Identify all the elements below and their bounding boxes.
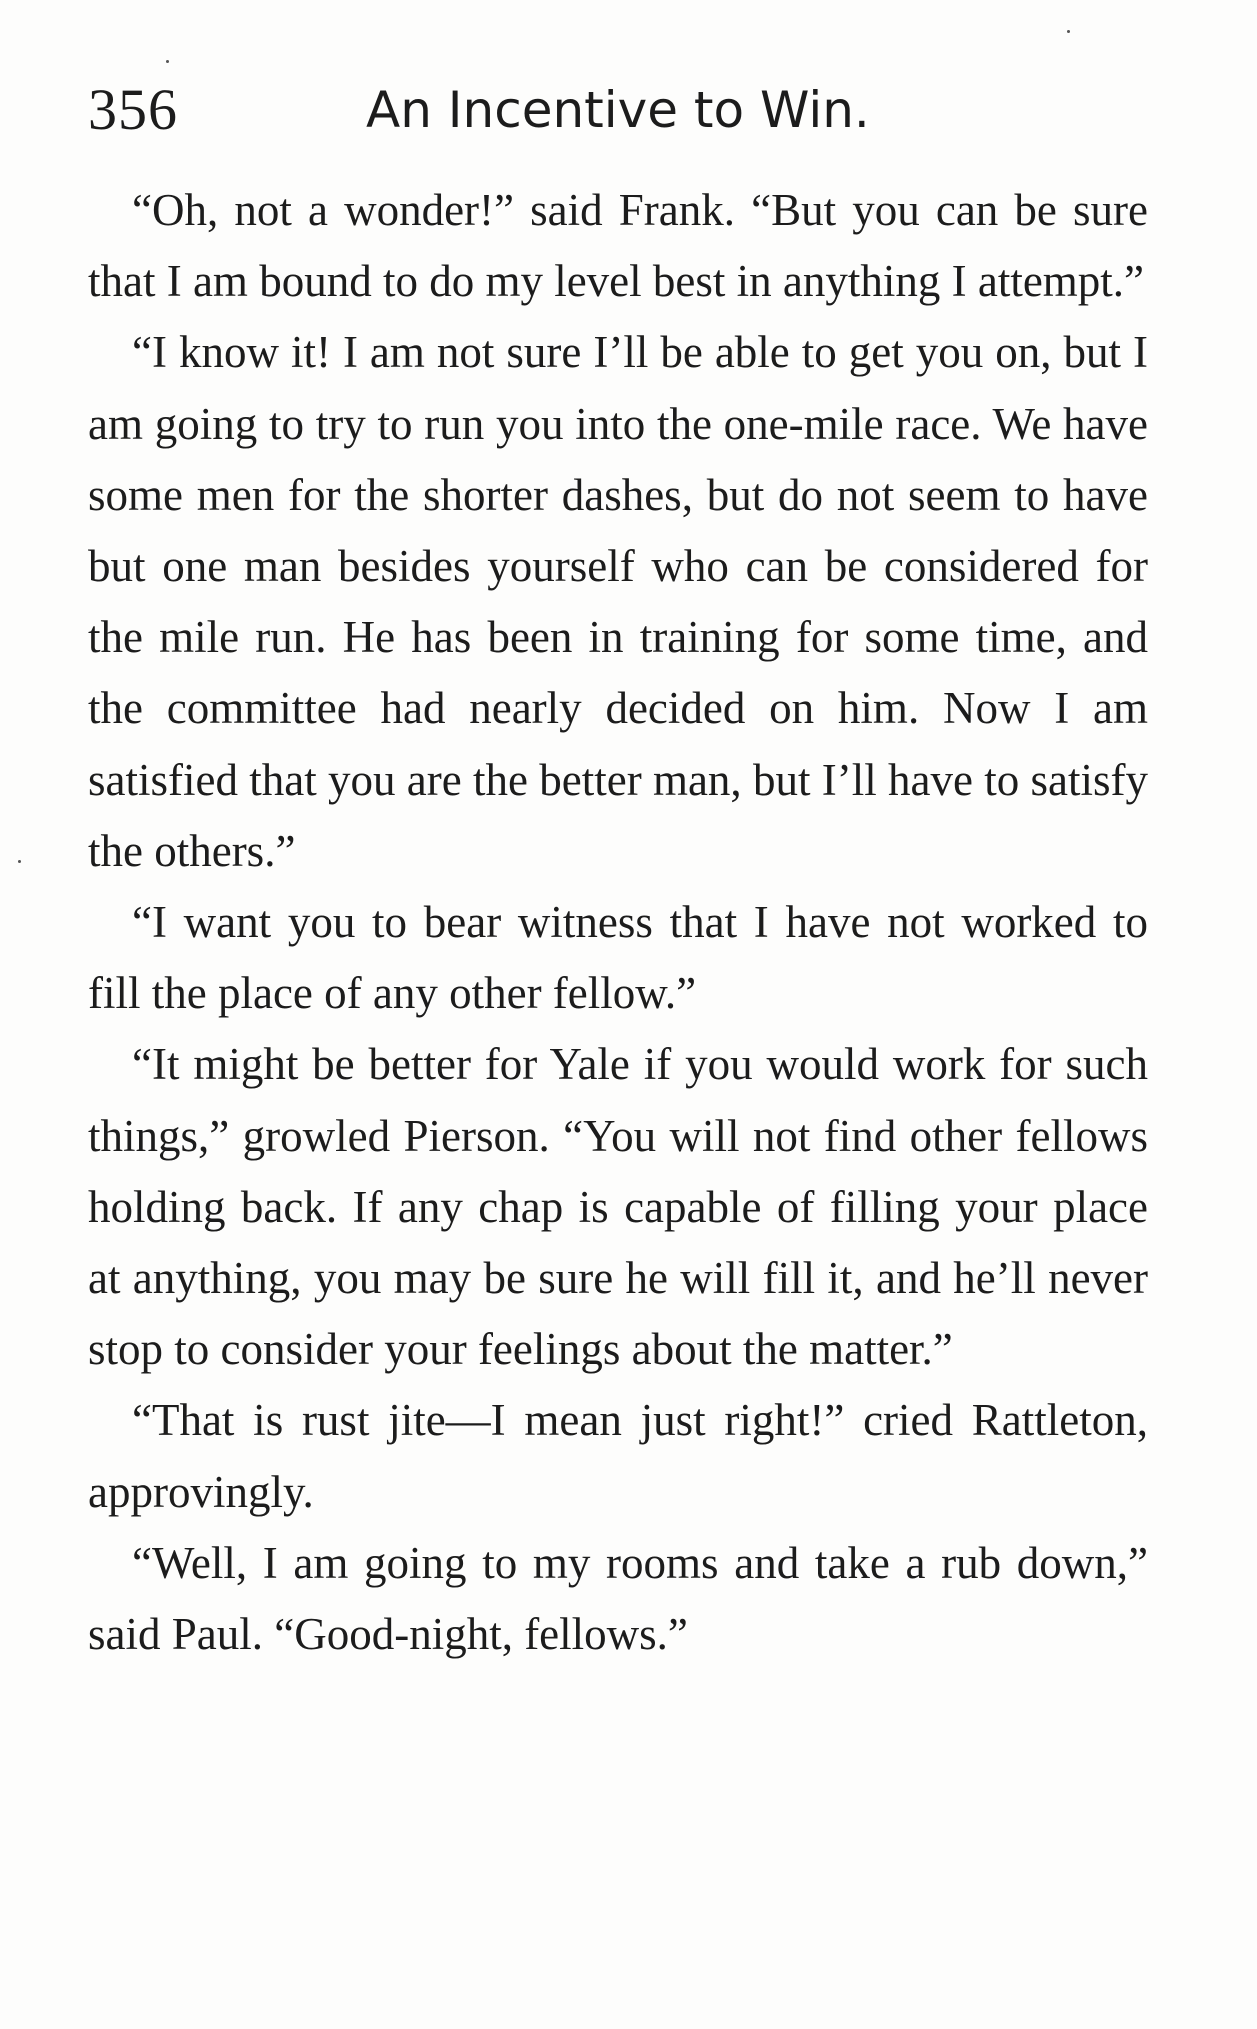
- paragraph: “Oh, not a wonder!” said Frank. “But you can be sure that I am bound to do my level best in anything I attempt.”: [88, 185, 1148, 307]
- paragraph: “I know it! I am not sure I’ll be able to get you on, but I am going to try to run you into the one-mile race. We have some men for the shorter dashes, but do not seem to have but one man besides yourself who can be considered for the mile run. He has been in training for some time, and the committee had nearly decided on him. Now I am satisfied that you are the better man, but I’ll have to satisfy the others.”: [88, 327, 1148, 876]
- paper-speck: [166, 60, 169, 63]
- body-text: [88, 175, 1148, 1670]
- page-number: 356: [88, 77, 178, 142]
- paragraph: “It might be better for Yale if you would work for such things,” growled Pierson. “You will not find other fellows holding back. If any chap is capable of filling your place at anything, you may be sure he will fill it, and he’ll never stop to consider your feelings about the matter.”: [88, 1039, 1148, 1375]
- paragraph: “That is rust jite—I mean just right!” cried Rattleton, approvingly.: [88, 1395, 1148, 1517]
- paragraph: “Well, I am going to my rooms and take a rub down,” said Paul. “Good-night, fellows.”: [88, 1537, 1148, 1660]
- page-header: [88, 70, 1148, 150]
- paper-speck: [1067, 30, 1070, 33]
- paper-speck: [18, 860, 21, 863]
- paragraph: “I want you to bear witness that I have not worked to fill the place of any other fellow.”: [88, 897, 1148, 1019]
- running-title: An Incentive to Win.: [366, 81, 870, 139]
